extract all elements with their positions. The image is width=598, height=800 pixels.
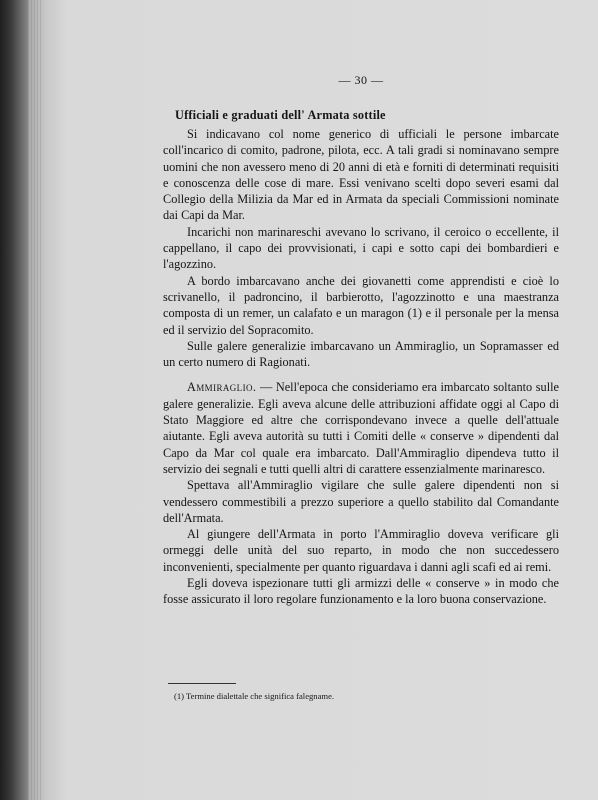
page-edges: [28, 0, 42, 800]
paragraph-ufficiali: Si indicavano col nome generico di ufficiali le persone imbarcate coll'incarico di comito, padrone, pilota, ecc. A tali gradi si nominavano sempre uomini che non avessero meno di 20 anni di età e forniti di determinati requisiti e conoscenza delle cose di mare. Essi venivano scelti dopo severi esami dal Collegio della Milizia da Mar ed in Armata da speciali Commissioni nominate dai Capi da Mar.: [163, 127, 559, 223]
ammiraglio-label: Ammiraglio.: [187, 380, 257, 395]
paragraph-ammiraglio: [163, 379, 559, 477]
paragraph-incarichi: Incarichi non marinareschi avevano lo scrivano, il ceroico o eccellente, il cappellano, il capo dei provvisionati, i capi e sotto capi dei bombardieri e l'agozzino.: [163, 224, 559, 272]
footnote: (1) Termine dialettale che significa falegname.: [174, 691, 335, 701]
ammiraglio-text: — Nell'epoca che consideriamo era imbarcato soltanto sulle galere generalizie. Egli aveva alcune delle attribuzioni affidate oggi al Capo di Stato Maggiore ed altre che corrispondevano invece a quelle dell'attuale aiutante. Egli aveva autorità su tutti i Comiti delle « conserve » dipendenti dal Capo da Mar col quale era imbarcato. Dall'Ammiraglio dipendeva tutto il servizio dei segnali e tutti quelli altri di carattere essenzialmente marinaresco.: [163, 380, 559, 476]
paragraph-vigilare: Spettava all'Ammiraglio vigilare che sulle galere dipendenti non si vendessero commestibili a prezzo superiore a quello stabilito dal Comandante dell'Armata.: [163, 478, 559, 525]
paragraph-ispezionare: Egli doveva ispezionare tutti gli armizzi delle « conserve » in modo che fosse assicurato il loro regolare funzionamento e la loro buona conservazione.: [163, 576, 559, 607]
footnote-rule: [168, 683, 236, 684]
section-title: Ufficiali e graduati dell' Armata sottile: [175, 108, 386, 122]
paragraph-giovanetti: A bordo imbarcavano anche dei giovanetti come apprendisti e cioè lo scrivanello, il padroncino, il barbierotto, l'agozzinotto e una maestranza composta di un remer, un calafato e un maragon (1) e il personale per la mensa ed il servizio del Sopracomito.: [163, 273, 559, 337]
page-number: — 30 —: [338, 73, 384, 87]
paragraph-galere-generalizie: Sulle galere generalizie imbarcavano un Ammiraglio, un Sopramasser ed un certo numero di Ragionati.: [163, 338, 559, 370]
paragraph-porto: Al giungere dell'Armata in porto l'Ammiraglio doveva verificare gli ormeggi delle unità del suo reparto, in modo che non succedessero inconvenienti, specialmente per quanto riguardava i danni agli scafi ed ai remi.: [163, 527, 559, 574]
body-text: [163, 126, 559, 608]
